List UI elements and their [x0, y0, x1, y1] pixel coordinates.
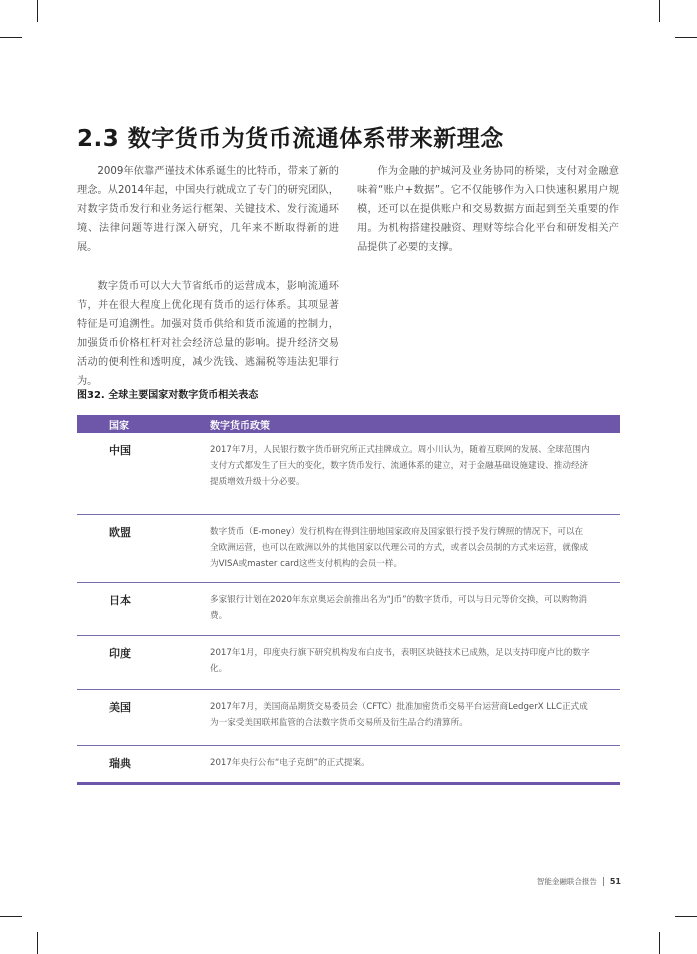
table-row [77, 583, 620, 636]
policy-cell: 数字货币（E-money）发行机构在得到注册地国家政府及国家银行授予发行牌照的情况下，可以在全欧洲运营，也可以在欧洲以外的其他国家以代理公司的方式，或者以会员制的方式来运营，就像成为VISA或master card这些支付机构的会员一样。 [210, 527, 589, 569]
table-header [77, 415, 620, 433]
crop-mark-bottom-left-h [0, 916, 22, 917]
page-number: 51 [609, 877, 621, 886]
page-footer [537, 876, 621, 887]
country-cell: 中国 [109, 444, 131, 457]
column-header-country: 国家 [109, 420, 129, 432]
policy-cell: 2017年央行公布“电子克朗”的正式提案。 [210, 758, 370, 768]
country-cell: 印度 [109, 647, 131, 660]
column-header-policy: 数字货币政策 [210, 420, 270, 432]
crop-mark-bottom-right-v [659, 932, 660, 954]
policy-cell: 多家银行计划在2020年东京奥运会前推出名为“J币”的数字货币，可以与日元等价交换，可以购物消费。 [210, 595, 588, 621]
body-right-column [357, 162, 619, 257]
body-left-column [77, 162, 339, 391]
table-row [77, 636, 620, 690]
table-row [77, 690, 620, 746]
policy-cell: 2017年7月，人民银行数字货币研究所正式挂牌成立。周小川认为，随着互联网的发展、全球范围内支付方式都发生了巨大的变化，数字货币发行、流通体系的建立，对于金融基础设施建设、推动经济提质增效升级十分必要。 [210, 445, 590, 487]
crop-mark-bottom-right-h [675, 916, 697, 917]
policy-cell: 2017年1月，印度央行旗下研究机构发布白皮书，表明区块链技术已成熟，足以支持印度卢比的数字化。 [210, 648, 590, 674]
body-paragraph: 作为金融的护城河及业务协同的桥梁，支付对金融意味着“账户+数据”。它不仅能够作为入口快速积累用户规模，还可以在提供账户和交易数据方面起到至关重要的作用。为机构搭建投融资、理财等综合化平台和研发相关产品提供了必要的支撑。 [357, 166, 619, 253]
figure-caption: 图32. 全球主要国家对数字货币相关表态 [77, 390, 259, 401]
crop-mark-top-left-v [37, 0, 38, 22]
table-row [77, 746, 620, 782]
country-cell: 美国 [109, 701, 131, 714]
country-cell: 瑞典 [109, 757, 131, 770]
table-row [77, 515, 620, 583]
table-row [77, 433, 620, 515]
country-cell: 欧盟 [109, 526, 131, 539]
section-title: 2.3 数字货币为货币流通体系带来新理念 [77, 126, 504, 152]
table-body [77, 433, 620, 785]
country-cell: 日本 [109, 594, 131, 607]
crop-mark-top-right-v [659, 0, 660, 22]
report-name: 智能金融联合报告 [536, 877, 597, 886]
policy-table [77, 415, 620, 785]
crop-mark-bottom-left-v [37, 932, 38, 954]
body-paragraph: 数字货币可以大大节省纸币的运营成本，影响流通环节，并在很大程度上优化现有货币的运行体系。其项显著特征是可追溯性。加强对货币供给和货币流通的控制力，加强货币价格杠杆对社会经济总量的影响。提升经济交易活动的便利性和透明度，减少洗钱、逃漏税等违法犯罪行为。 [77, 281, 339, 387]
policy-cell: 2017年7月，美国商品期货交易委员会（CFTC）批准加密货币交易平台运营商LedgerX LLC正式成为一家受美国联邦监管的合法数字货币交易所及衍生品合约清算所。 [210, 702, 588, 728]
crop-mark-top-right-h [675, 37, 697, 38]
footer-divider [603, 877, 604, 886]
crop-mark-top-left-h [0, 37, 22, 38]
body-paragraph: 2009年依靠严谨技术体系诞生的比特币，带来了新的理念。从2014年起，中国央行就成立了专门的研究团队，对数字货币发行和业务运行框架、关键技术、发行流通环境、法律问题等进行深入研究，几年来不断取得新的进展。 [77, 166, 339, 253]
